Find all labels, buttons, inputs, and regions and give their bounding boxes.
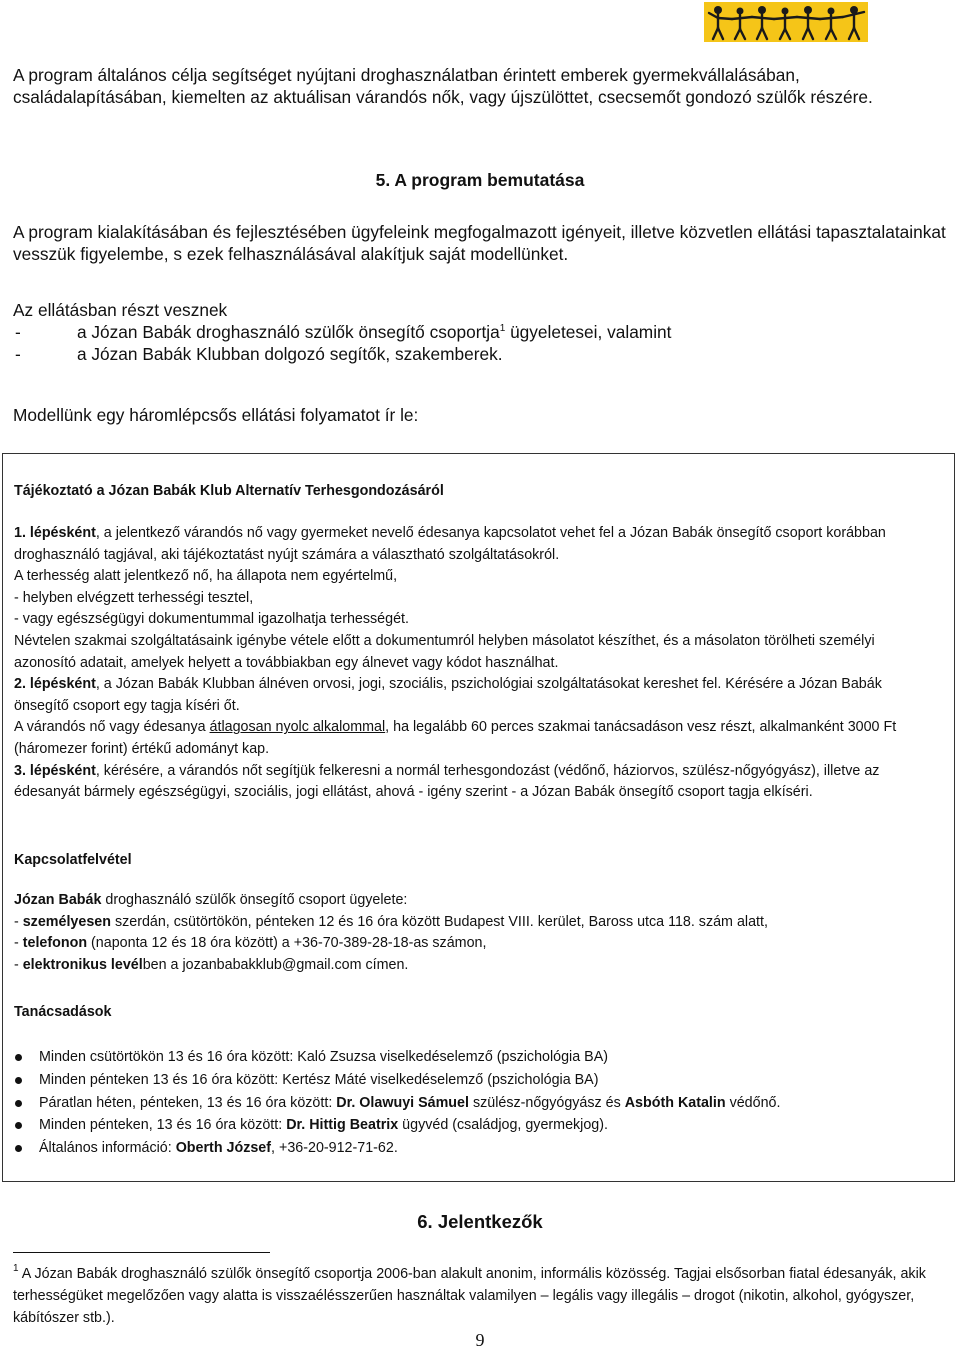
footnote: $^1$ A Józan Babák droghasználó szülők önsegítő csoportja 2006-ban alakult anonim, informális közösség. Tagjai elsősorban fiatal édesanyák, akik terhességüket megelőzően vagy alatta is visszaélésszerűen használtak valamilyen – legális vagy illegális – drogot (nikotin, alkohol, gyógyszer, kábítószer stb.). xyxy=(13,1263,926,1326)
contact-block xyxy=(14,890,939,976)
intro-paragraph: A program általános célja segítséget nyújtani droghasználatban érintett emberek gyermekvállalásában, családalapításában, kiemelten az aktuálisan várandós nők, vagy újszülöttet, csecsemőt gondozó szülők részére. xyxy=(13,65,873,107)
section-6-heading: 6. Jelentkezők xyxy=(417,1211,543,1232)
counselling-list xyxy=(14,1046,939,1160)
bullet-icon xyxy=(15,1054,22,1061)
people-chain-logo xyxy=(704,2,868,42)
participants-lead: Az ellátásban részt vesznek xyxy=(13,300,228,320)
steps-block xyxy=(14,523,939,804)
dash-marker: - xyxy=(15,344,21,364)
contact-lead: Józan Babák droghasználó szülők önsegítő csoport ügyelete: xyxy=(14,892,408,908)
step-1-line-3: - helyben elvégzett terhességi tesztel, xyxy=(14,589,254,606)
list-item: Páratlan héten, pénteken, 13 és 16 óra között: Dr. Olawuyi Sámuel szülész-nőgyógyász és Asbóth Katalin védőnő. xyxy=(14,1092,939,1115)
section-5-paragraph: A program kialakításában és fejlesztésében ügyfeleink megfogalmazott igényeit, illetve közvetlen ellátási tapasztalatainkat vesszük figyelembe, s ezek felhasználásával alakítjuk saját modellünket. xyxy=(13,222,946,264)
bullet-icon xyxy=(15,1077,22,1084)
model-sentence: Modellünk egy háromlépcsős ellátási folyamatot ír le: xyxy=(13,405,419,425)
participants-item-2: - a Józan Babák Klubban dolgozó segítők, szakemberek. xyxy=(15,344,503,364)
participants-item-1: - a Józan Babák droghasználó szülők önsegítő csoportja$^1$ ügyeletesei, valamint xyxy=(15,322,672,342)
section-5-heading: 5. A program bemutatása xyxy=(375,170,585,190)
info-box-title: Tájékoztató a Józan Babák Klub Alternatív Terhesgondozásáról xyxy=(14,483,444,499)
info-box xyxy=(2,453,955,1182)
footnote-mark: 1 xyxy=(13,1263,19,1274)
list-item: Minden pénteken, 13 és 16 óra között: Dr. Hittig Beatrix ügyvéd (családjog, gyermekjog). xyxy=(14,1114,939,1137)
contact-email: - elektronikus levélben a jozanbabakklub@gmail.com címen. xyxy=(14,956,409,973)
list-item: Általános információ: Oberth József, +36-20-912-71-62. xyxy=(14,1137,939,1160)
contact-in-person: - személyesen szerdán, csütörtökön, pénteken 12 és 16 óra között Budapest VIII. kerület, Baross utca 118. szám alatt, xyxy=(14,913,768,930)
list-item: Minden csütörtökön 13 és 16 óra között: Kaló Zsuzsa viselkedéselemző (pszichológia BA) xyxy=(14,1046,939,1069)
bullet-icon xyxy=(15,1100,22,1107)
dash-marker: - xyxy=(15,322,21,342)
step-1: 1. lépésként, a jelentkező várandós nő vagy gyermeket nevelő édesanya kapcsolatot vehet fel a Józan Babák önsegítő csoport korábban droghasználó tagjával, aki tájékoztatást nyújt számára a választható szolgáltatásokról. xyxy=(14,525,886,563)
counselling-title: Tanácsadások xyxy=(14,1004,112,1020)
footnote-divider xyxy=(13,1252,270,1253)
step-1-line-4: - vagy egészségügyi dokumentummal igazolhatja terhességét. xyxy=(14,611,409,628)
bullet-icon xyxy=(15,1145,22,1152)
step-1-line-2: A terhesség alatt jelentkező nő, ha állapota nem egyértelmű, xyxy=(14,568,398,585)
page-number: 9 xyxy=(475,1330,485,1350)
participants-block xyxy=(13,299,948,365)
contact-phone: - telefonon (naponta 12 és 18 óra között) a +36-70-389-28-18-as számon, xyxy=(14,935,487,952)
list-item: Minden pénteken 13 és 16 óra között: Kertész Máté viselkedéselemző (pszichológia BA) xyxy=(14,1069,939,1092)
step-2: 2. lépésként, a Józan Babák Klubban álnéven orvosi, jogi, szociális, pszichológiai szolgáltatásokat kereshet fel. Kérésére a Józan Babák önsegítő csoport egy tagja kíséri őt. xyxy=(14,676,882,714)
step-1-line-5: Névtelen szakmai szolgáltatásaink igénybe vétele előtt a dokumentumról helyben másolatot készíthet, és a másolaton törölheti személyi azonosító adatait, amelyek helyett a továbbiakban egy álnevet vagy kódot használhat. xyxy=(14,632,875,671)
step-3: 3. lépésként, kérésére, a várandós nőt segítjük felkeresni a normál terhesgondozást (védőnő, háziorvos, szülész-nőgyógyász), illetve az édesanyát bármely egészségügyi, szociális, jogi ellátást, ahová - igény szerint - a Józan Babák önsegítő csoport tagja elkíséri. xyxy=(14,762,880,801)
contact-title: Kapcsolatfelvétel xyxy=(14,852,132,868)
footnote-reference[interactable]: 1 xyxy=(499,323,506,334)
step-2-line-2: A várandós nő vagy édesanya átlagosan nyolc alkalommal, ha legalább 60 perces szakmai tanácsadáson vesz részt, alkalmanként 3000 Ft (háromezer forint) értékű adományt kap. xyxy=(14,719,897,757)
bullet-icon xyxy=(15,1122,22,1129)
